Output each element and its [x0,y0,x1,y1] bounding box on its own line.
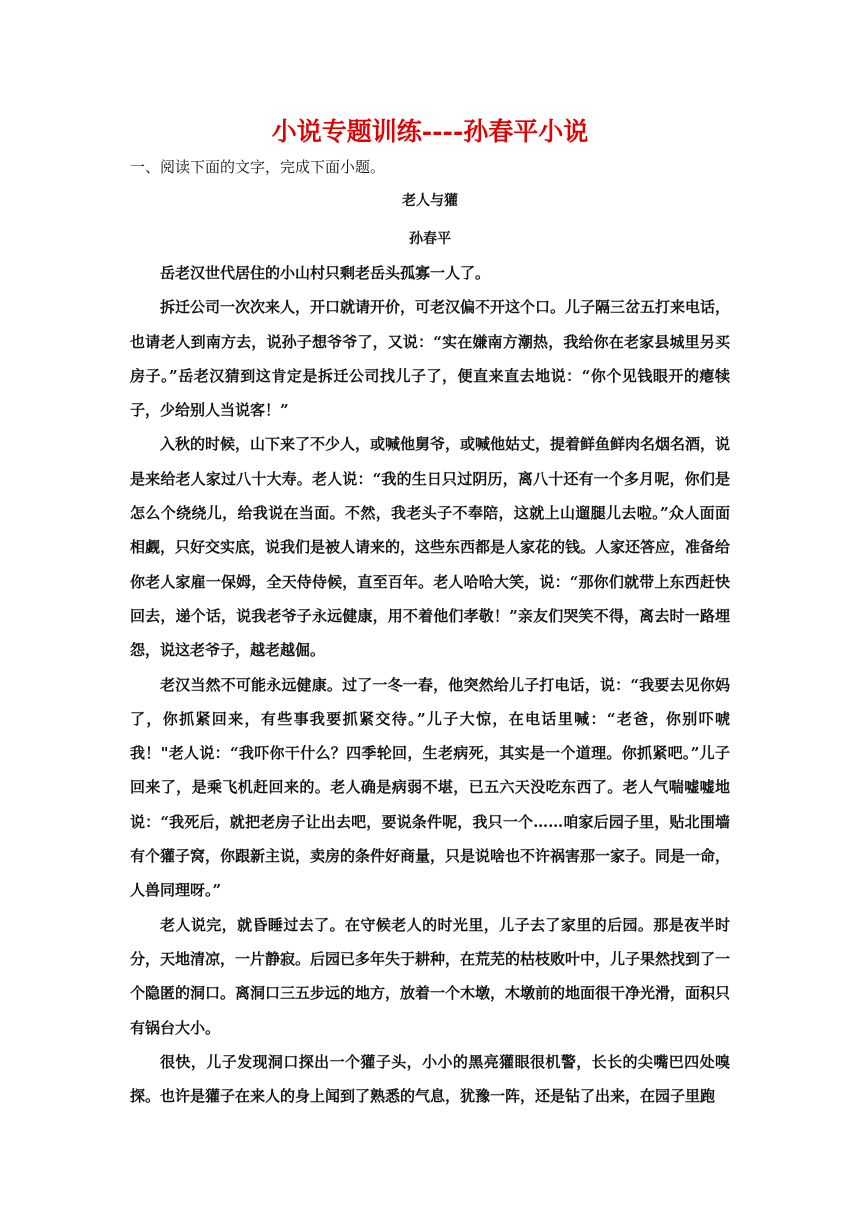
paragraph: 老人说完，就昏睡过去了。在守候老人的时光里，儿子去了家里的后园。那是夜半时分，天地清凉，一片静寂。后园已多年失于耕种，在荒芜的枯枝败叶中，儿子果然找到了一个隐匿的洞口。离洞口三五步远的地方，放着一个木墩，木墩前的地面很干净光滑，面积只有锅台大小。 [130,915,731,1037]
paragraph: 拆迁公司一次次来人，开口就请开价，可老汉偏不开这个口。儿子隔三岔五打来电话，也请老人到南方去，说孙子想爷爷了，又说：“实在嫌南方潮热，我给你在老家县城里另买房子。”岳老汉猜到这肯定是拆迁公司找儿子了，便直来直去地说：“你个见钱眼开的瘪犊子，少给别人当说客！” [130,298,731,420]
paragraph: 入秋的时候，山下来了不少人，或喊他舅爷，或喊他姑丈，提着鲜鱼鲜肉名烟名酒，说是来给老人家过八十大寿。老人说：“我的生日只过阴历，离八十还有一个多月呢，你们是怎么个绕绕儿，给我说在当面。不然，我老头子不奉陪，这就上山遛腿儿去啦。”众人面面相觑，只好交实底，说我们是被人请来的，这些东西都是人家花的钱。人家还答应，准备给你老人家雇一保姆，全天侍侍候，直至百年。老人哈哈大笑，说：“那你们就带上东西赶快回去，递个话，说我老爷子永远健康，用不着他们孝敬！”亲友们哭笑不得，离去时一路埋怨，说这老爷子，越老越倔。 [130,435,731,660]
story-author: 孙春平 [409,231,451,247]
section-heading: 一、阅读下面的文字，完成下面小题。 [130,158,386,176]
paragraph: 很快，儿子发现洞口探出一个獾子头，小小的黑亮獾眼很机警，长长的尖嘴巴四处嗅探。也许是獾子在来人的身上闻到了熟悉的气息，犹豫一阵，还是钻了出来，在园子里跑 [130,1052,730,1106]
document-title: 小说专题训练----孙春平小说 [271,117,589,146]
paragraph: 老汉当然不可能永远健康。过了一冬一春，他突然给儿子打电话，说：“我要去见你妈了，你抓紧回来，有些事我要抓紧交待。”儿子大惊，在电话里喊：“老爸，你别吓唬我！"老人说：“我吓你干什么？四季轮回，生老病死，其实是一个道理。你抓紧吧。”儿子回来了，是乘飞机赶回来的。老人确是病弱不堪，已五六天没吃东西了。老人气喘嘘嘘地说：“我死后，就把老房子让出去吧，要说条件呢，我只一个……咱家后园子里，贴北围墙有个獾子窝，你跟新主说，卖房的条件好商量，只是说啥也不许祸害那一家子。同是一命，人兽同理呀。” [130,675,731,900]
story-body [130,256,730,1113]
story-title: 老人与獾 [402,193,458,209]
paragraph: 岳老汉世代居住的小山村只剩老岳头孤寡一人了。 [160,264,491,282]
